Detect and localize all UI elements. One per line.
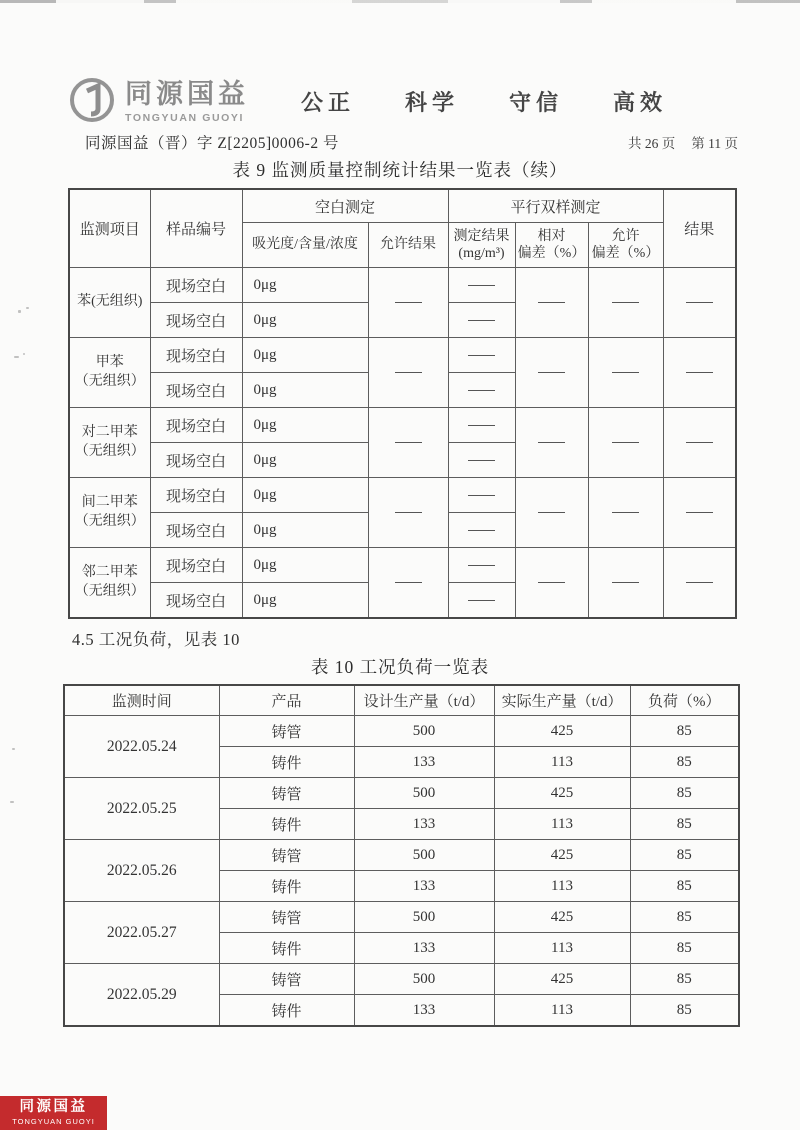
col-group-parallel-test: 平行双样测定 — [448, 189, 663, 223]
load-cell: 85 — [630, 778, 739, 809]
table-row — [64, 778, 739, 809]
empty-value-dash — [612, 442, 639, 443]
empty-value-dash — [468, 600, 495, 601]
blank-value-cell: 0μg — [242, 513, 368, 548]
sample-cell: 现场空白 — [150, 338, 242, 373]
table-row — [64, 964, 739, 995]
brand-name-cn: 同源国益 — [125, 79, 249, 109]
col-header-allowed-dev: 允许 偏差（%） — [588, 223, 663, 268]
allowed-dev-cell — [588, 548, 663, 619]
actual-output-cell: 425 — [494, 840, 630, 871]
empty-value-dash — [395, 582, 422, 583]
actual-output-cell: 425 — [494, 964, 630, 995]
measured-cell — [448, 583, 515, 619]
table-row — [69, 478, 736, 513]
empty-value-dash — [686, 512, 713, 513]
analyte-cell: 对二甲苯 （无组织） — [69, 408, 150, 478]
brand-name-en: TONGYUAN GUOYI — [125, 112, 245, 124]
scan-artifact — [14, 356, 19, 358]
empty-value-dash — [468, 285, 495, 286]
sample-cell: 现场空白 — [150, 408, 242, 443]
col-header-actual-output: 实际生产量（t/d） — [494, 685, 630, 716]
actual-output-cell: 113 — [494, 871, 630, 902]
empty-value-dash — [612, 302, 639, 303]
sample-cell: 现场空白 — [150, 478, 242, 513]
product-cell: 铸管 — [219, 778, 354, 809]
measured-cell — [448, 548, 515, 583]
actual-output-cell: 425 — [494, 902, 630, 933]
table-row — [64, 902, 739, 933]
design-output-cell: 133 — [354, 933, 494, 964]
measured-cell — [448, 513, 515, 548]
load-cell: 85 — [630, 840, 739, 871]
relative-dev-cell — [515, 268, 588, 338]
page-header — [68, 76, 740, 129]
table-row — [69, 548, 736, 583]
stamp-name-en: TONGYUAN GUOYI — [12, 1116, 95, 1126]
empty-value-dash — [686, 442, 713, 443]
empty-value-dash — [468, 460, 495, 461]
load-cell: 85 — [630, 747, 739, 778]
empty-value-dash — [395, 372, 422, 373]
empty-value-dash — [612, 582, 639, 583]
empty-value-dash — [686, 302, 713, 303]
design-output-cell: 500 — [354, 778, 494, 809]
empty-value-dash — [686, 372, 713, 373]
actual-output-cell: 113 — [494, 747, 630, 778]
design-output-cell: 500 — [354, 840, 494, 871]
empty-value-dash — [395, 512, 422, 513]
sample-cell: 现场空白 — [150, 513, 242, 548]
product-cell: 铸件 — [219, 995, 354, 1027]
scan-artifact — [23, 353, 25, 355]
measured-cell — [448, 408, 515, 443]
load-cell: 85 — [630, 933, 739, 964]
date-cell: 2022.05.25 — [64, 778, 219, 840]
empty-value-dash — [468, 390, 495, 391]
empty-value-dash — [395, 302, 422, 303]
col-header-result: 结果 — [663, 189, 736, 268]
allowed-dev-cell — [588, 478, 663, 548]
col-header-item: 监测项目 — [69, 189, 150, 268]
stamp-name-cn: 同源国益 — [19, 1099, 88, 1116]
brand-slogan — [301, 86, 667, 117]
table-row — [69, 408, 736, 443]
brand-corner-stamp — [0, 1096, 107, 1130]
table-header-row — [64, 685, 739, 716]
document-number: 同源国益（晋）字 Z[2205]0006-2 号 — [85, 135, 339, 152]
product-cell: 铸管 — [219, 902, 354, 933]
col-header-design-output: 设计生产量（t/d） — [354, 685, 494, 716]
design-output-cell: 133 — [354, 871, 494, 902]
blank-value-cell: 0μg — [242, 303, 368, 338]
load-cell: 85 — [630, 809, 739, 840]
empty-value-dash — [538, 372, 565, 373]
blank-value-cell: 0μg — [242, 268, 368, 303]
product-cell: 铸管 — [219, 840, 354, 871]
empty-value-dash — [468, 320, 495, 321]
sample-cell: 现场空白 — [150, 443, 242, 478]
empty-value-dash — [538, 582, 565, 583]
design-output-cell: 133 — [354, 995, 494, 1027]
sample-cell: 现场空白 — [150, 303, 242, 338]
blank-value-cell: 0μg — [242, 338, 368, 373]
brand-block — [68, 76, 249, 129]
measured-cell — [448, 268, 515, 303]
empty-value-dash — [468, 530, 495, 531]
result-cell — [663, 268, 736, 338]
allowed-dev-cell — [588, 408, 663, 478]
col-header-relative-dev: 相对 偏差（%） — [515, 223, 588, 268]
empty-value-dash — [468, 355, 495, 356]
empty-value-dash — [468, 425, 495, 426]
result-cell — [663, 408, 736, 478]
table10-load-conditions — [63, 684, 740, 1027]
col-header-product: 产品 — [219, 685, 354, 716]
table9-qc-results — [68, 188, 737, 619]
actual-output-cell: 425 — [494, 778, 630, 809]
table-row — [64, 840, 739, 871]
relative-dev-cell — [515, 478, 588, 548]
product-cell: 铸管 — [219, 964, 354, 995]
actual-output-cell: 113 — [494, 933, 630, 964]
date-cell: 2022.05.29 — [64, 964, 219, 1027]
load-cell: 85 — [630, 902, 739, 933]
relative-dev-cell — [515, 338, 588, 408]
product-cell: 铸件 — [219, 747, 354, 778]
allowed-result-cell — [368, 268, 448, 338]
blank-value-cell: 0μg — [242, 583, 368, 619]
blank-value-cell: 0μg — [242, 373, 368, 408]
product-cell: 铸管 — [219, 716, 354, 747]
measured-cell — [448, 338, 515, 373]
col-header-load: 负荷（%） — [630, 685, 739, 716]
load-cell: 85 — [630, 716, 739, 747]
product-cell: 铸件 — [219, 933, 354, 964]
scan-artifact — [12, 748, 15, 750]
result-cell — [663, 548, 736, 619]
design-output-cell: 500 — [354, 716, 494, 747]
product-cell: 铸件 — [219, 809, 354, 840]
actual-output-cell: 113 — [494, 809, 630, 840]
design-output-cell: 500 — [354, 964, 494, 995]
empty-value-dash — [686, 582, 713, 583]
blank-value-cell: 0μg — [242, 443, 368, 478]
col-header-time: 监测时间 — [64, 685, 219, 716]
slogan-word: 高效 — [613, 90, 668, 115]
slogan-word: 科学 — [405, 90, 460, 115]
sample-cell: 现场空白 — [150, 583, 242, 619]
allowed-result-cell — [368, 548, 448, 619]
slogan-word: 公正 — [301, 90, 356, 115]
scan-artifact — [26, 307, 29, 309]
analyte-cell: 邻二甲苯 （无组织） — [69, 548, 150, 619]
col-header-measured: 测定结果 (mg/m³) — [448, 223, 515, 268]
design-output-cell: 500 — [354, 902, 494, 933]
relative-dev-cell — [515, 408, 588, 478]
measured-cell — [448, 478, 515, 513]
scan-artifact — [10, 801, 14, 803]
total-pages: 共 26 页 — [628, 136, 676, 151]
current-page: 第 11 页 — [691, 136, 738, 151]
relative-dev-cell — [515, 548, 588, 619]
design-output-cell: 133 — [354, 747, 494, 778]
product-cell: 铸件 — [219, 871, 354, 902]
sample-cell: 现场空白 — [150, 373, 242, 408]
load-cell: 85 — [630, 871, 739, 902]
empty-value-dash — [468, 565, 495, 566]
measured-cell — [448, 373, 515, 408]
brand-logo-icon — [68, 76, 116, 129]
table10-title: 表 10 工况负荷一览表 — [310, 657, 490, 677]
blank-value-cell: 0μg — [242, 478, 368, 513]
scan-artifact — [18, 310, 21, 313]
col-header-blank-value: 吸光度/含量/浓度 — [242, 223, 368, 268]
document-meta-row — [85, 131, 738, 153]
col-header-blank-allowed: 允许结果 — [368, 223, 448, 268]
measured-cell — [448, 303, 515, 338]
design-output-cell: 133 — [354, 809, 494, 840]
load-cell: 85 — [630, 995, 739, 1027]
scan-artifact — [0, 0, 800, 3]
blank-value-cell: 0μg — [242, 548, 368, 583]
empty-value-dash — [612, 512, 639, 513]
empty-value-dash — [538, 302, 565, 303]
allowed-result-cell — [368, 478, 448, 548]
table9-title: 表 9 监测质量控制统计结果一览表（续） — [232, 160, 568, 180]
slogan-word: 守信 — [509, 90, 564, 115]
empty-value-dash — [612, 372, 639, 373]
load-cell: 85 — [630, 964, 739, 995]
table-row — [64, 716, 739, 747]
col-group-blank-test: 空白测定 — [242, 189, 448, 223]
empty-value-dash — [395, 442, 422, 443]
blank-value-cell: 0μg — [242, 408, 368, 443]
sample-cell: 现场空白 — [150, 548, 242, 583]
result-cell — [663, 338, 736, 408]
table-header-row — [69, 189, 736, 223]
section-heading-4-5: 4.5 工况负荷，见表 10 — [72, 630, 240, 649]
empty-value-dash — [538, 512, 565, 513]
date-cell: 2022.05.27 — [64, 902, 219, 964]
allowed-result-cell — [368, 338, 448, 408]
allowed-dev-cell — [588, 338, 663, 408]
date-cell: 2022.05.24 — [64, 716, 219, 778]
allowed-result-cell — [368, 408, 448, 478]
empty-value-dash — [538, 442, 565, 443]
col-header-sample-id: 样品编号 — [150, 189, 242, 268]
analyte-cell: 苯(无组织) — [69, 268, 150, 338]
measured-cell — [448, 443, 515, 478]
date-cell: 2022.05.26 — [64, 840, 219, 902]
analyte-cell: 间二甲苯 （无组织） — [69, 478, 150, 548]
table-row — [69, 338, 736, 373]
sample-cell: 现场空白 — [150, 268, 242, 303]
table-row — [69, 268, 736, 303]
analyte-cell: 甲苯 （无组织） — [69, 338, 150, 408]
allowed-dev-cell — [588, 268, 663, 338]
empty-value-dash — [468, 495, 495, 496]
actual-output-cell: 113 — [494, 995, 630, 1027]
actual-output-cell: 425 — [494, 716, 630, 747]
page-info — [628, 132, 738, 152]
result-cell — [663, 478, 736, 548]
